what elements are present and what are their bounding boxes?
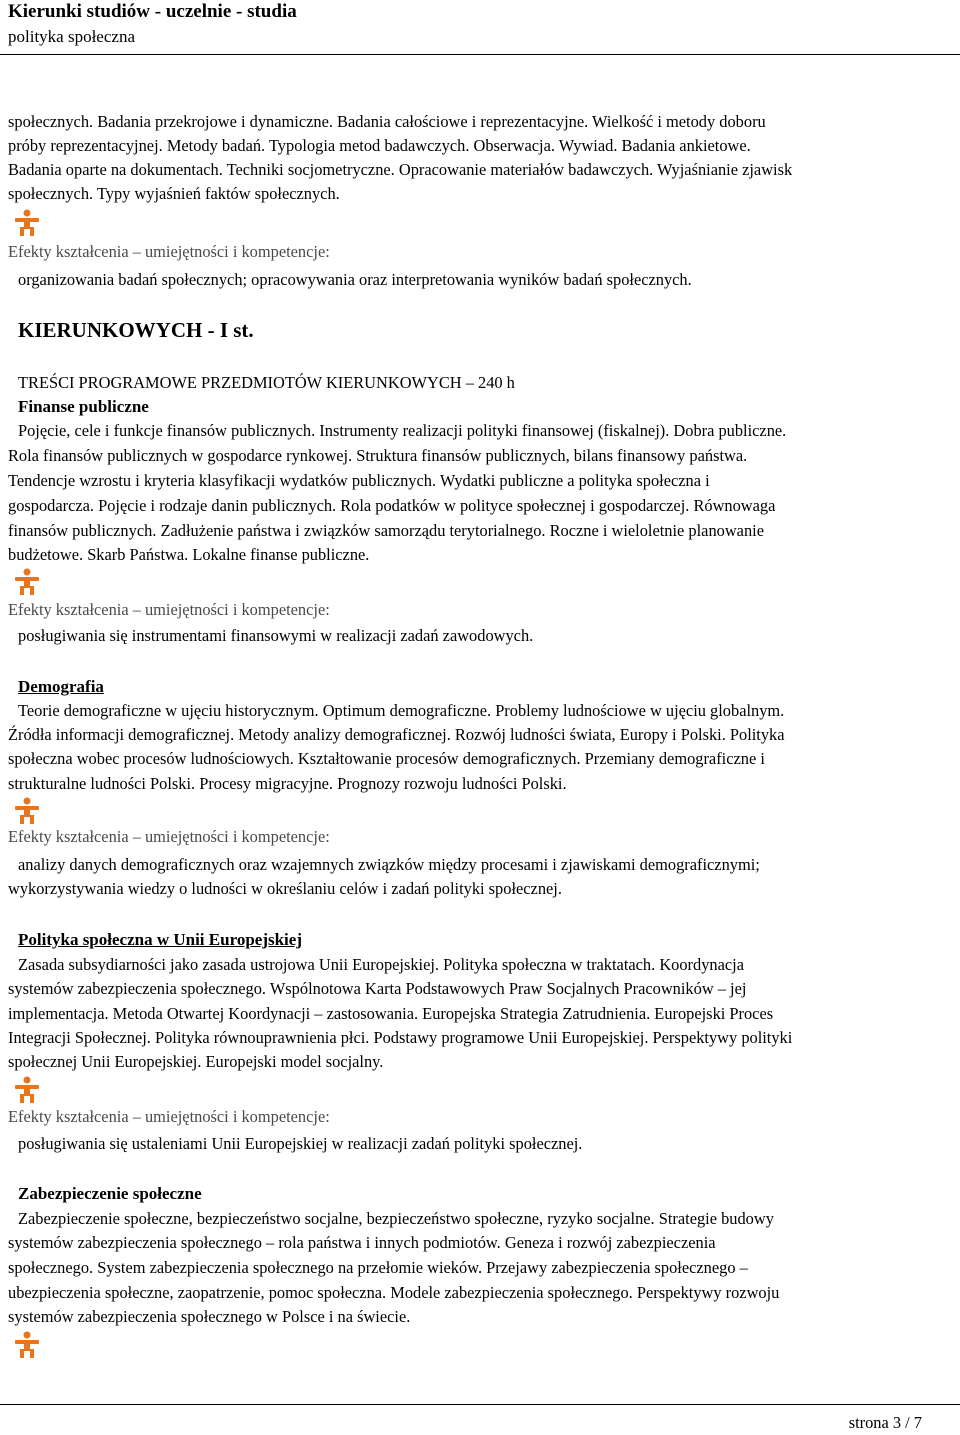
subject-title: Polityka społeczna w Unii Europejskiej <box>18 930 302 949</box>
figure-icon <box>12 1331 42 1359</box>
site-subtitle: polityka społeczna <box>8 27 135 46</box>
outcomes-label: Efekty kształcenia – umiejętności i kompetencje: <box>8 1107 330 1126</box>
subject-line: Integracji Społecznej. Polityka równouprawnienia płci. Podstawy programowe Unii Europejskiej. Perspektywy polityki <box>8 1028 793 1047</box>
subject-line: finansów publicznych. Zadłużenie państwa i związków samorządu terytorialnego. Roczne i wieloletnie planowanie <box>8 521 764 540</box>
intro-line: społecznych. Badania przekrojowe i dynamiczne. Badania całościowe i reprezentacyjne. Wielkość i metody doboru <box>8 112 766 131</box>
figure-icon <box>12 1076 42 1104</box>
outcomes-label: Efekty kształcenia – umiejętności i kompetencje: <box>8 600 330 619</box>
outcome-text: wykorzystywania wiedzy o ludności w określaniu celów i zadań polityki społecznej. <box>8 879 562 898</box>
outcome-text: posługiwania się instrumentami finansowymi w realizacji zadań zawodowych. <box>18 626 534 645</box>
page-number: strona 3 / 7 <box>848 1413 922 1432</box>
subject-line: społeczna wobec procesów ludnościowych. Kształtowanie procesów demograficznych. Przemiany demograficzne i <box>8 749 765 768</box>
outcome-text: posługiwania się ustaleniami Unii Europejskiej w realizacji zadań polityki społecznej. <box>18 1134 583 1153</box>
page-footer <box>0 1404 960 1435</box>
subject-line: społecznego. System zabezpieczenia społecznego na przełomie wieków. Przejawy zabezpieczenia społecznego – <box>8 1258 748 1277</box>
figure-icon <box>12 568 42 596</box>
subject-line: Teorie demograficzne w ujęciu historycznym. Optimum demograficzne. Problemy ludnościowe w ujęciu globalnym. <box>18 701 785 720</box>
subject-line: Rola finansów publicznych w gospodarce rynkowej. Struktura finansów publicznych, bilans finansowy państwa. <box>8 446 748 465</box>
intro-line: próby reprezentacyjnej. Metody badań. Typologia metod badawczych. Obserwacja. Wywiad. Badania ankietowe. <box>8 136 751 155</box>
intro-line: Badania oparte na dokumentach. Techniki socjometryczne. Opracowanie materiałów badawczych. Wyjaśnianie zjawisk <box>8 160 793 179</box>
subject-line: Tendencje wzrostu i kryteria klasyfikacji wydatków publicznych. Wydatki publiczne a polityka społeczna i <box>8 471 710 490</box>
level-heading: KIERUNKOWYCH - I st. <box>18 318 254 342</box>
subject-line: systemów zabezpieczenia społecznego. Wspólnotowa Karta Podstawowych Praw Socjalnych Pracowników – jej <box>8 979 747 998</box>
subject-line: ubezpieczenia społeczne, zaopatrzenie, pomoc społeczna. Modele zabezpieczenia społecznego. Perspektywy rozwoju <box>8 1283 780 1302</box>
intro-line: społecznych. Typy wyjaśnień faktów społecznych. <box>8 184 340 203</box>
subject-line: implementacja. Metoda Otwartej Koordynacji – zastosowania. Europejska Strategia Zatrudnienia. Europejski Proces <box>8 1004 774 1023</box>
outcome-text: organizowania badań społecznych; opracowywania oraz interpretowania wyników badań społecznych. <box>18 270 692 289</box>
subject-title: Finanse publiczne <box>18 397 149 416</box>
outcomes-label: Efekty kształcenia – umiejętności i kompetencje: <box>8 242 330 261</box>
figure-icon <box>12 797 42 825</box>
subject-line: Zasada subsydiarności jako zasada ustrojowa Unii Europejskiej. Polityka społeczna w traktatach. Koordynacja <box>18 955 744 974</box>
outcomes-label: Efekty kształcenia – umiejętności i kompetencje: <box>8 827 330 846</box>
subject-line: gospodarcza. Pojęcie i rodzaje danin publicznych. Rola podatków w polityce społecznej i gospodarczej. Równowaga <box>8 496 776 515</box>
page-header <box>0 0 960 55</box>
subject-title: Demografia <box>18 677 104 696</box>
program-heading: TREŚCI PROGRAMOWE PRZEDMIOTÓW KIERUNKOWYCH – 240 h <box>18 373 515 392</box>
subject-line: strukturalne ludności Polski. Procesy migracyjne. Prognozy rozwoju ludności Polski. <box>8 774 567 793</box>
site-title: Kierunki studiów - uczelnie - studia <box>8 1 297 22</box>
subject-line: systemów zabezpieczenia społecznego w Polsce i na świecie. <box>8 1307 411 1326</box>
subject-line: Zabezpieczenie społeczne, bezpieczeństwo socjalne, bezpieczeństwo społeczne, ryzyko socjalne. Strategie budowy <box>18 1209 774 1228</box>
outcome-text: analizy danych demograficznych oraz wzajemnych związków między procesami i zjawiskami demograficznymi; <box>18 855 760 874</box>
subject-line: Pojęcie, cele i funkcje finansów publicznych. Instrumenty realizacji polityki finansowej (fiskalnej). Dobra publiczne. <box>18 421 787 440</box>
subject-line: społecznej Unii Europejskiej. Europejski model socjalny. <box>8 1052 384 1071</box>
subject-line: systemów zabezpieczenia społecznego – rola państwa i innych podmiotów. Geneza i rozwój zabezpieczenia <box>8 1233 716 1252</box>
figure-icon <box>12 209 42 237</box>
subject-line: Źródła informacji demograficznej. Metody analizy demograficznej. Rozwój ludności świata, Europy i Polski. Polityka <box>8 725 785 744</box>
subject-line: budżetowe. Skarb Państwa. Lokalne finanse publiczne. <box>8 545 370 564</box>
subject-title: Zabezpieczenie społeczne <box>18 1184 202 1203</box>
